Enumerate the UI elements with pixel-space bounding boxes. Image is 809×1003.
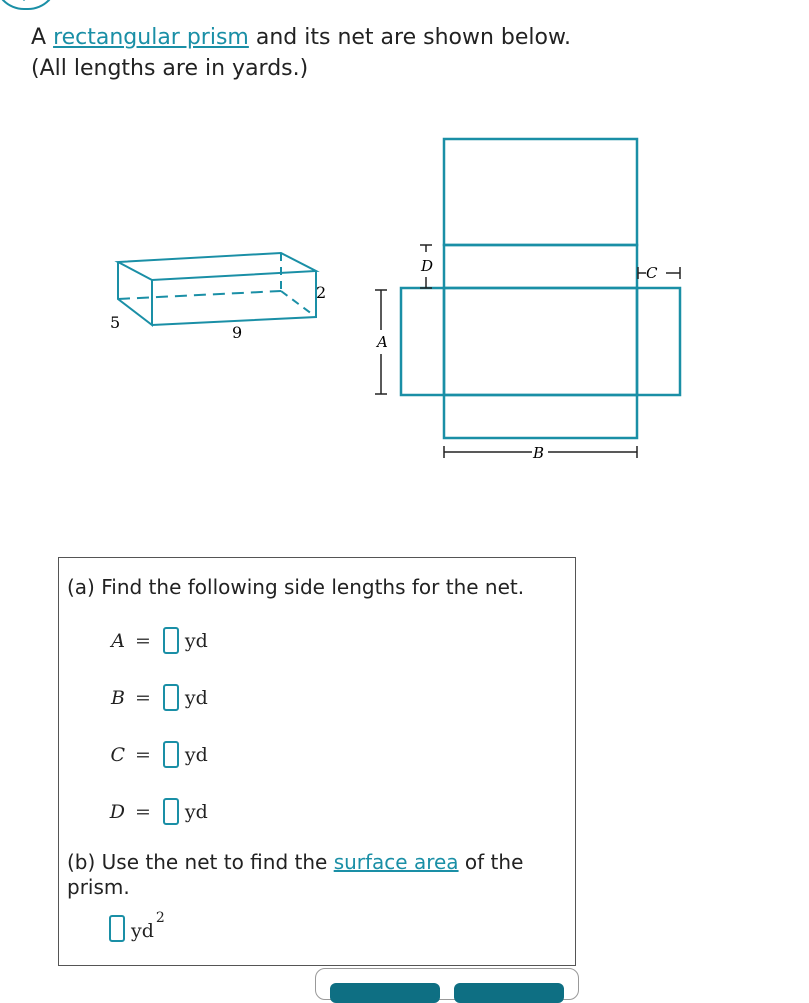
- units-note: (All lengths are in yards.): [31, 56, 309, 81]
- answer-input-b[interactable]: [163, 684, 179, 711]
- answer-row-c: [105, 741, 208, 768]
- equals-sign: =: [135, 686, 151, 709]
- answer-row-a: [105, 627, 208, 654]
- prism-height-label: 2: [316, 283, 327, 302]
- action-button-right[interactable]: [454, 983, 564, 1003]
- dimension-markers: [375, 245, 680, 458]
- net-label-b: B: [533, 444, 545, 462]
- prism-width-label: 5: [110, 313, 121, 332]
- surface-area-unit: yd: [131, 920, 154, 942]
- answer-input-a[interactable]: [163, 627, 179, 654]
- part-b-prefix: (b) Use the net to find the: [67, 850, 328, 874]
- part-b-prompt: [67, 850, 547, 900]
- net-label-d: D: [421, 257, 434, 275]
- rectangular-prism-link[interactable]: rectangular prism: [53, 25, 249, 50]
- answer-input-d[interactable]: [163, 798, 179, 825]
- part-b-suffix: of the prism.: [67, 850, 524, 899]
- surface-area-answer-row: [109, 910, 165, 942]
- action-button-left[interactable]: [330, 983, 440, 1003]
- surface-area-link[interactable]: surface area: [333, 850, 459, 874]
- var-label-b: B: [111, 686, 125, 709]
- answer-row-d: [105, 798, 208, 825]
- net-label-a: A: [377, 333, 388, 351]
- unit-exponent: 2: [155, 910, 165, 926]
- net-drawing: [401, 139, 680, 438]
- prism-drawing: [118, 253, 316, 325]
- var-label-a: A: [111, 629, 125, 652]
- var-label-d: D: [109, 800, 125, 823]
- unit-label: yd: [184, 743, 208, 766]
- prism-length-label: 9: [232, 323, 243, 342]
- net-label-c: C: [646, 264, 658, 282]
- equals-sign: =: [135, 629, 151, 652]
- equals-sign: =: [135, 800, 151, 823]
- unit-label: yd: [184, 629, 208, 652]
- var-label-c: C: [110, 743, 125, 766]
- intro-prefix: A: [31, 25, 47, 50]
- action-button-bar: [315, 968, 579, 1000]
- unit-label: yd: [184, 800, 208, 823]
- answer-row-b: [105, 684, 208, 711]
- answer-panel: [58, 557, 576, 966]
- unit-label: yd: [184, 686, 208, 709]
- answer-input-c[interactable]: [163, 741, 179, 768]
- intro-suffix: and its net are shown below.: [255, 25, 571, 50]
- equals-sign: =: [135, 743, 151, 766]
- surface-area-input[interactable]: [109, 915, 125, 942]
- part-a-prompt: (a) Find the following side lengths for the net.: [67, 575, 525, 599]
